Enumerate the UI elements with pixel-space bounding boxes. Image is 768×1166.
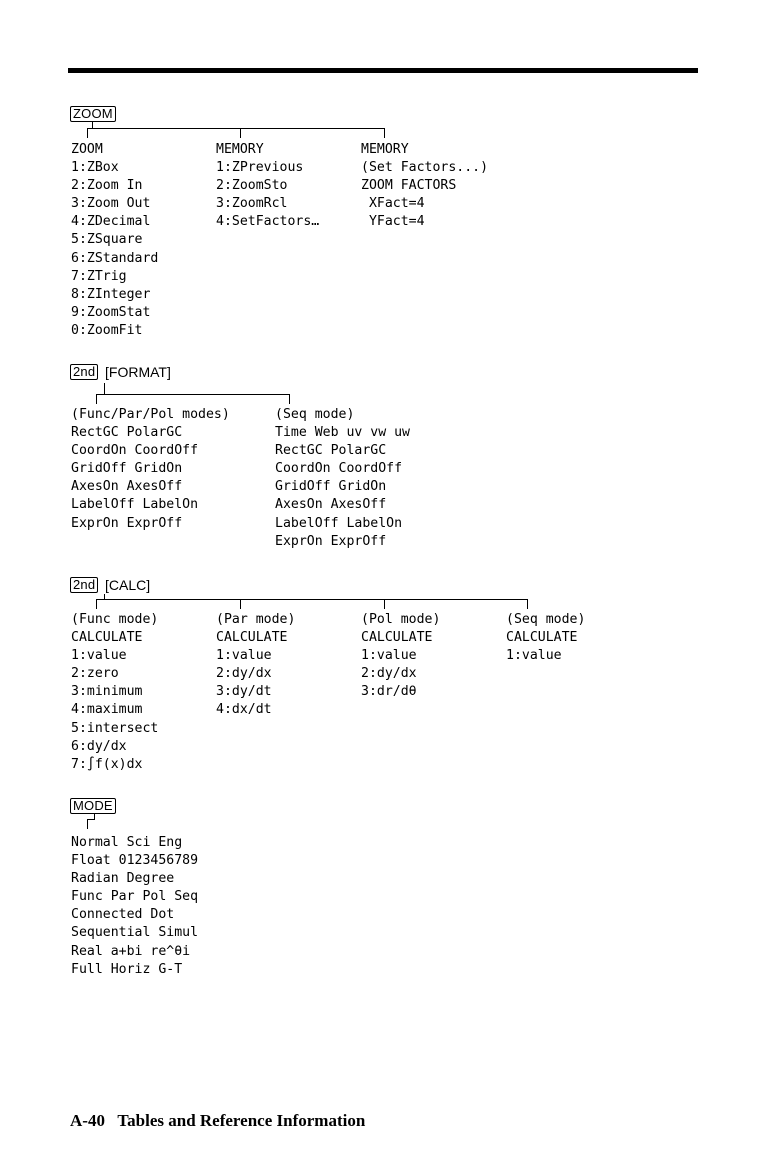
menu-line: Real a+bi re^θi xyxy=(71,943,191,959)
menu-line: LabelOff LabelOn xyxy=(71,497,199,513)
menu-line: 1:value xyxy=(216,648,272,664)
calc-column-par xyxy=(216,611,295,720)
zoom-key: ZOOM xyxy=(70,106,116,122)
menu-line: RectGC PolarGC xyxy=(275,443,387,459)
menu-line: 9:ZoomStat xyxy=(71,304,151,320)
menu-line: 7:ZTrig xyxy=(71,268,127,284)
format-column-seq xyxy=(275,406,410,551)
header-rule xyxy=(68,68,698,73)
format-column-func-par-pol xyxy=(71,406,230,533)
menu-line: CALCULATE xyxy=(71,630,143,646)
menu-line: XFact=4 xyxy=(361,196,425,212)
zoom-column-factors xyxy=(361,141,488,231)
2nd-key: 2nd xyxy=(70,364,98,380)
menu-line: 1:value xyxy=(71,648,127,664)
menu-line: 3:Zoom Out xyxy=(71,196,151,212)
menu-line: 6:ZStandard xyxy=(71,250,159,266)
mode-key: MODE xyxy=(70,798,116,814)
menu-line: AxesOn AxesOff xyxy=(275,497,387,513)
menu-line: CALCULATE xyxy=(361,630,433,646)
menu-line: Connected Dot xyxy=(71,907,175,923)
menu-line: 2:ZoomSto xyxy=(216,178,288,194)
calc-column-pol xyxy=(361,611,440,701)
menu-line: 3:ZoomRcl xyxy=(216,196,288,212)
menu-line: GridOff GridOn xyxy=(71,461,183,477)
menu-line: (Func mode) xyxy=(71,612,159,627)
menu-line: Normal Sci Eng xyxy=(71,835,183,850)
menu-line: (Seq mode) xyxy=(275,407,355,422)
menu-line: Time Web uv vw uw xyxy=(275,425,410,441)
calc-column-seq xyxy=(506,611,585,665)
menu-line: 3:dr/dθ xyxy=(361,684,417,700)
menu-line: 2:Zoom In xyxy=(71,178,143,194)
calc-label: [CALC] xyxy=(105,577,151,593)
menu-line: 6:dy/dx xyxy=(71,738,127,754)
menu-line: MEMORY xyxy=(216,142,264,157)
menu-line: ZOOM FACTORS xyxy=(361,178,457,194)
menu-line: Full Horiz G-T xyxy=(71,961,183,977)
menu-line: 1:ZPrevious xyxy=(216,160,304,176)
menu-line: (Func/Par/Pol modes) xyxy=(71,407,230,422)
menu-line: RectGC PolarGC xyxy=(71,425,183,441)
menu-line: 2:dy/dx xyxy=(361,666,417,682)
page-footer: A-40 Tables and Reference Information xyxy=(70,1111,366,1130)
menu-line: Float 0123456789 xyxy=(71,853,199,869)
format-label: [FORMAT] xyxy=(105,364,171,380)
menu-line: AxesOn AxesOff xyxy=(71,479,183,495)
menu-line: 4:ZDecimal xyxy=(71,214,151,230)
zoom-column-zoom xyxy=(71,141,158,340)
menu-line: ExprOn ExprOff xyxy=(71,515,183,531)
menu-line: 3:minimum xyxy=(71,684,143,700)
menu-line: CoordOn CoordOff xyxy=(275,461,403,477)
menu-line: Sequential Simul xyxy=(71,925,199,941)
menu-line: 5:ZSquare xyxy=(71,232,143,248)
menu-line: (Pol mode) xyxy=(361,612,441,627)
menu-line: 0:ZoomFit xyxy=(71,322,143,338)
2nd-key: 2nd xyxy=(70,577,98,593)
menu-line: (Seq mode) xyxy=(506,612,586,627)
menu-line: CALCULATE xyxy=(216,630,288,646)
menu-line: 2:dy/dx xyxy=(216,666,272,682)
menu-line: 8:ZInteger xyxy=(71,286,151,302)
menu-line: (Par mode) xyxy=(216,612,296,627)
calc-column-func xyxy=(71,611,158,774)
menu-line: 3:dy/dt xyxy=(216,684,272,700)
menu-line: 5:intersect xyxy=(71,720,159,736)
menu-line: 2:zero xyxy=(71,666,119,682)
menu-line: 1:value xyxy=(361,648,417,664)
menu-line: 4:dx/dt xyxy=(216,702,272,718)
menu-line: ZOOM xyxy=(71,142,103,157)
menu-line: 7:∫f(x)dx xyxy=(71,756,143,772)
menu-line: CALCULATE xyxy=(506,630,578,646)
menu-line: (Set Factors...) xyxy=(361,160,489,176)
menu-line: Radian Degree xyxy=(71,871,175,887)
menu-line: YFact=4 xyxy=(361,214,425,230)
menu-line: 1:ZBox xyxy=(71,160,119,176)
menu-line: GridOff GridOn xyxy=(275,479,387,495)
menu-line: Func Par Pol Seq xyxy=(71,889,199,905)
menu-line: 4:SetFactors… xyxy=(216,214,320,230)
menu-line: CoordOn CoordOff xyxy=(71,443,199,459)
menu-line: MEMORY xyxy=(361,142,409,157)
mode-settings-list xyxy=(71,834,198,979)
menu-line: ExprOn ExprOff xyxy=(275,533,387,549)
menu-line: 4:maximum xyxy=(71,702,143,718)
menu-line: 1:value xyxy=(506,648,562,664)
menu-line: LabelOff LabelOn xyxy=(275,515,403,531)
zoom-column-memory xyxy=(216,141,319,231)
